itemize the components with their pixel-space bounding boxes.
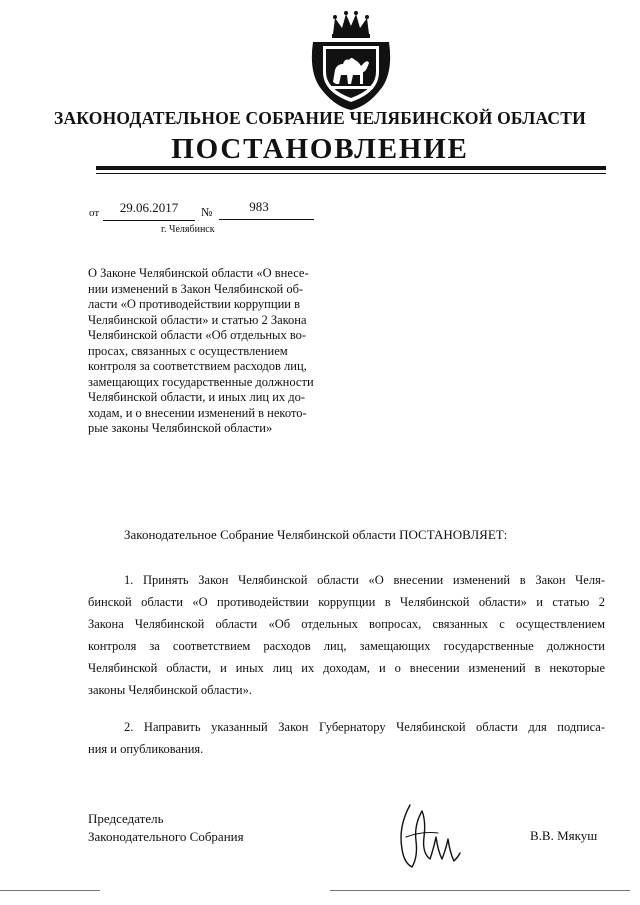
subject-line: замещающих государственные должности: [88, 374, 314, 389]
document-subject: [88, 266, 343, 437]
organization-title: ЗАКОНОДАТЕЛЬНОЕ СОБРАНИЕ ЧЕЛЯБИНСКОЙ ОБЛАСТИ: [54, 108, 586, 128]
paragraph-line: законы Челябинской области».: [88, 683, 252, 697]
signatory-title-line: Председатель: [88, 811, 164, 826]
paragraph-line: 1. Принять Закон Челябинской области «О внесении изменений в Закон Челя-: [124, 573, 605, 587]
subject-line: ласти «О противодействии коррупции в: [88, 297, 300, 311]
paragraph-line: Закона Челябинской области «Об отдельных вопросах, связанных с осуществлением: [88, 617, 605, 631]
date-underline: [103, 220, 195, 221]
subject-line: просах, связанных с осуществлением: [88, 343, 288, 358]
subject-line: рые законы Челябинской области»: [88, 421, 273, 435]
paragraph-1: [88, 569, 605, 701]
signatory-title: [88, 810, 244, 846]
paragraph-line: ния и опубликования.: [88, 742, 204, 756]
scan-edge-line: [0, 890, 100, 891]
subject-line: Челябинской области, и иных лиц их до-: [88, 390, 306, 404]
document-number: 983: [249, 199, 269, 214]
paragraph-2: [88, 716, 605, 760]
signatory-name: В.В. Мякуш: [530, 828, 598, 843]
coat-of-arms-icon: [299, 10, 403, 112]
paragraph-line: контроля за соответствием расходов лиц, замещающих государственные должности: [88, 639, 605, 653]
header-rule-thick: [96, 166, 606, 170]
subject-line: нии изменений в Закон Челябинской об-: [88, 281, 304, 296]
header-rule-thin: [96, 173, 606, 174]
handwritten-signature-icon: [392, 797, 464, 875]
paragraph-line: 2. Направить указанный Закон Губернатору Челябинской области для подписа-: [124, 720, 605, 734]
subject-line: контроля за соответствием расходов лиц,: [88, 359, 307, 373]
number-underline: [219, 219, 314, 220]
subject-line: ходам, и о внесении изменений в некото-: [88, 405, 307, 420]
paragraph-line: бинской области «О противодействии коррупции в Челябинской области» и статью 2: [88, 595, 605, 609]
signatory-title-line: Законодательного Собрания: [88, 829, 244, 844]
paragraph-line: Челябинской области, и иных лиц их доходам, и о внесении изменений в некоторые: [88, 661, 605, 675]
document-type-title: ПОСТАНОВЛЕНИЕ: [171, 133, 469, 165]
number-label: №: [201, 205, 213, 219]
scan-edge-line: [330, 890, 630, 891]
document-date: 29.06.2017: [119, 200, 179, 215]
subject-line: Челябинской области» и статью 2 Закона: [88, 312, 307, 327]
date-label: от: [89, 207, 100, 219]
subject-line: О Законе Челябинской области «О внесе-: [88, 266, 309, 280]
subject-line: Челябинской области «Об отдельных во-: [88, 328, 307, 342]
city-label: г. Челябинск: [161, 224, 215, 235]
resolution-preamble: Законодательное Собрание Челябинской области ПОСТАНОВЛЯЕТ:: [124, 527, 508, 542]
